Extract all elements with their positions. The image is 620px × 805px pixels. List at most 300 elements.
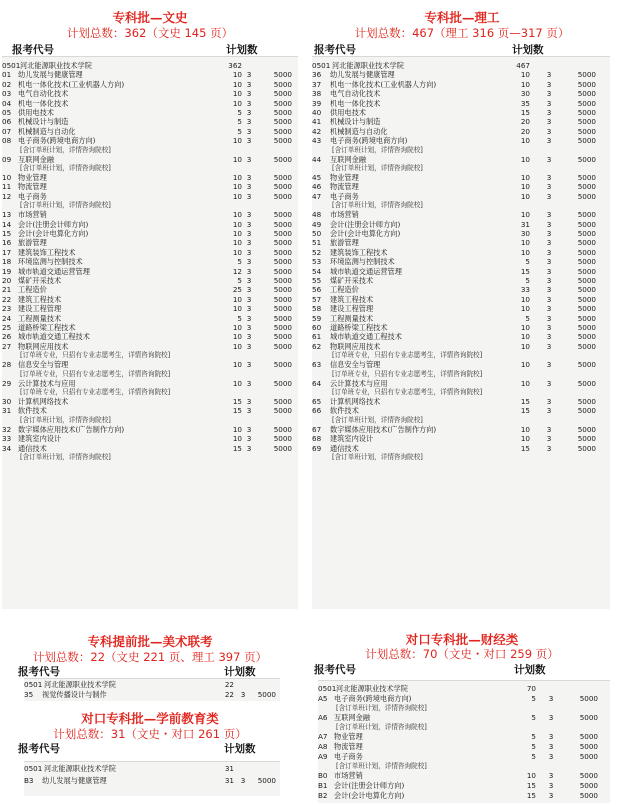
row-plan: 10 bbox=[520, 304, 530, 314]
row-code: 55 bbox=[312, 276, 322, 285]
row-code: 0501 bbox=[312, 61, 331, 70]
section-ligong bbox=[310, 0, 614, 612]
row-years: 3 bbox=[246, 443, 252, 453]
row-fee: 5000 bbox=[273, 332, 292, 342]
row-code: 40 bbox=[312, 108, 322, 117]
section-subtitle: 计划总数：467（理工 316 页—317 页） bbox=[354, 26, 570, 40]
row-name: 电子商务 bbox=[334, 752, 363, 761]
row-plan: 10 bbox=[520, 154, 530, 164]
row-code: 59 bbox=[312, 313, 322, 323]
row-plan: 10 bbox=[232, 173, 242, 182]
row-fee: 5000 bbox=[577, 266, 596, 276]
row-name: 电气自动化技术 bbox=[18, 89, 69, 99]
row-plan: 10 bbox=[232, 424, 242, 434]
row-code: B1 bbox=[318, 781, 328, 790]
row-name: 会计(注册会计师方向) bbox=[18, 219, 89, 229]
row-code: 25 bbox=[2, 323, 12, 332]
row-fee: 5000 bbox=[577, 434, 596, 444]
row-plan: 35 bbox=[520, 98, 530, 108]
row-name: 建筑装饰工程技术 bbox=[18, 247, 76, 257]
row-fee: 5000 bbox=[577, 229, 596, 238]
row-plan: 10 bbox=[520, 136, 530, 146]
row-fee: 5000 bbox=[577, 154, 596, 164]
row-fee: 5000 bbox=[577, 191, 596, 201]
row-fee: 5000 bbox=[579, 771, 598, 780]
row-code: 46 bbox=[312, 182, 322, 192]
row-years: 3 bbox=[546, 229, 552, 238]
row-plan: 10 bbox=[520, 341, 530, 351]
row-name: 电子商务(跨境电商方向) bbox=[18, 136, 96, 146]
row-plan: 5 bbox=[531, 732, 536, 741]
row-years: 3 bbox=[548, 771, 554, 780]
row-code: B2 bbox=[318, 791, 328, 800]
row-note: [订单班专业，只招有专业志愿考生，详情咨询院校] bbox=[20, 388, 171, 396]
row-code: 36 bbox=[312, 70, 322, 80]
row-plan: 10 bbox=[232, 238, 242, 248]
row-plan: 10 bbox=[232, 191, 242, 201]
row-plan: 5 bbox=[531, 694, 536, 703]
row-fee: 5000 bbox=[273, 276, 292, 285]
row-fee: 5000 bbox=[273, 285, 292, 295]
row-name: 物业管理 bbox=[18, 173, 47, 182]
row-years: 3 bbox=[246, 136, 252, 146]
row-years: 3 bbox=[546, 126, 552, 136]
row-fee: 5000 bbox=[577, 210, 596, 220]
row-code: 10 bbox=[2, 173, 12, 182]
row-code: A5 bbox=[318, 694, 328, 703]
row-years: 3 bbox=[246, 257, 252, 267]
row-years: 3 bbox=[548, 694, 554, 703]
row-code: 66 bbox=[312, 406, 322, 416]
row-note: [含订单班计划，详情咨询院校] bbox=[336, 762, 427, 770]
row-name: 通信技术 bbox=[18, 443, 47, 453]
row-name: 电气自动化技术 bbox=[330, 89, 381, 99]
row-name: 互联网金融 bbox=[330, 154, 366, 164]
row-years: 3 bbox=[546, 191, 552, 201]
row-years: 3 bbox=[246, 117, 252, 127]
row-name: 河北能源职业技术学院 bbox=[332, 61, 404, 70]
row-plan: 5 bbox=[531, 713, 536, 722]
row-fee: 5000 bbox=[579, 742, 598, 751]
row-fee: 5000 bbox=[273, 238, 292, 248]
row-name: 物联网应用技术 bbox=[330, 341, 381, 351]
table-body bbox=[2, 56, 298, 609]
row-name: 建筑装饰工程技术 bbox=[330, 247, 388, 257]
row-code: 24 bbox=[2, 313, 12, 323]
row-years: 3 bbox=[246, 126, 252, 136]
row-years: 3 bbox=[546, 173, 552, 182]
row-years: 3 bbox=[246, 332, 252, 342]
row-years: 3 bbox=[246, 70, 252, 80]
row-code: 02 bbox=[2, 79, 12, 89]
row-plan: 10 bbox=[232, 79, 242, 89]
row-fee: 5000 bbox=[273, 191, 292, 201]
row-code: 68 bbox=[312, 434, 322, 444]
row-years: 3 bbox=[246, 294, 252, 304]
row-plan: 10 bbox=[520, 238, 530, 248]
row-fee: 5000 bbox=[577, 136, 596, 146]
row-plan: 5 bbox=[525, 257, 530, 267]
row-years: 3 bbox=[246, 424, 252, 434]
row-plan: 10 bbox=[232, 98, 242, 108]
row-plan: 10 bbox=[520, 79, 530, 89]
row-years: 3 bbox=[246, 182, 252, 192]
row-years: 3 bbox=[546, 332, 552, 342]
row-fee: 5000 bbox=[273, 126, 292, 136]
row-plan: 31 bbox=[224, 764, 234, 773]
row-name: 工程造价 bbox=[330, 285, 359, 295]
row-fee: 5000 bbox=[273, 424, 292, 434]
row-years: 3 bbox=[246, 341, 252, 351]
row-fee: 5000 bbox=[577, 79, 596, 89]
row-code: 20 bbox=[2, 276, 12, 285]
row-fee: 5000 bbox=[273, 117, 292, 127]
row-code: 48 bbox=[312, 210, 322, 220]
row-fee: 5000 bbox=[577, 332, 596, 342]
row-code: A9 bbox=[318, 752, 328, 761]
row-code: 37 bbox=[312, 79, 322, 89]
row-fee: 5000 bbox=[577, 89, 596, 99]
row-years: 3 bbox=[546, 70, 552, 80]
row-name: 信息安全与管理 bbox=[330, 360, 381, 370]
row-note: [含订单班计划，详情咨询院校] bbox=[332, 453, 423, 461]
row-plan: 15 bbox=[526, 791, 536, 800]
row-name: 机电一体化技术 bbox=[330, 98, 381, 108]
row-code: 14 bbox=[2, 219, 12, 229]
row-code: 64 bbox=[312, 378, 322, 388]
row-name: 物流管理 bbox=[18, 182, 47, 192]
table-body bbox=[24, 761, 280, 796]
row-fee: 5000 bbox=[577, 304, 596, 314]
row-code: 43 bbox=[312, 136, 322, 146]
row-code: 29 bbox=[2, 378, 12, 388]
row-years: 3 bbox=[546, 136, 552, 146]
header-code: 报考代号 bbox=[314, 44, 356, 56]
row-name: 工程测量技术 bbox=[330, 313, 374, 323]
row-plan: 10 bbox=[520, 247, 530, 257]
row-name: 机电一体化技术(工业机器人方向) bbox=[330, 79, 437, 89]
row-name: 会计(会计电算化方向) bbox=[330, 229, 401, 238]
row-plan: 10 bbox=[232, 332, 242, 342]
row-fee: 5000 bbox=[273, 304, 292, 314]
row-fee: 5000 bbox=[273, 98, 292, 108]
row-name: 幼儿发展与健康管理 bbox=[18, 70, 83, 80]
row-plan: 10 bbox=[520, 323, 530, 332]
section-title: 专科提前批—美术联考 bbox=[87, 634, 213, 649]
row-fee: 5000 bbox=[577, 443, 596, 453]
row-years: 3 bbox=[246, 219, 252, 229]
row-name: 建筑工程技术 bbox=[330, 294, 374, 304]
row-name: 幼儿发展与健康管理 bbox=[42, 776, 107, 785]
table-body bbox=[24, 678, 280, 701]
row-years: 3 bbox=[546, 210, 552, 220]
row-name: 软件技术 bbox=[330, 406, 359, 416]
section-title: 对口专科批—学前教育类 bbox=[81, 711, 219, 726]
row-code: 32 bbox=[2, 424, 12, 434]
row-years: 3 bbox=[246, 434, 252, 444]
row-plan: 10 bbox=[232, 304, 242, 314]
row-fee: 5000 bbox=[577, 294, 596, 304]
row-plan: 10 bbox=[526, 771, 536, 780]
row-code: 57 bbox=[312, 294, 322, 304]
section-subtitle: 计划总数：22（文史 221 页、理工 397 页） bbox=[32, 650, 268, 664]
row-code: 47 bbox=[312, 191, 322, 201]
row-code: 0501 bbox=[2, 61, 21, 70]
row-code: 44 bbox=[312, 154, 322, 164]
row-name: 河北能源职业技术学院 bbox=[44, 680, 116, 689]
row-fee: 5000 bbox=[273, 313, 292, 323]
row-years: 3 bbox=[246, 108, 252, 117]
row-code: 45 bbox=[312, 173, 322, 182]
header-code: 报考代号 bbox=[314, 664, 356, 676]
row-code: 11 bbox=[2, 182, 12, 192]
row-plan: 10 bbox=[520, 434, 530, 444]
row-fee: 5000 bbox=[579, 732, 598, 741]
header-plan: 计划数 bbox=[226, 44, 258, 56]
row-plan: 15 bbox=[526, 781, 536, 790]
header-plan: 计划数 bbox=[514, 664, 546, 676]
row-code: 51 bbox=[312, 238, 322, 248]
row-code: 58 bbox=[312, 304, 322, 314]
row-fee: 5000 bbox=[273, 79, 292, 89]
row-code: 22 bbox=[2, 294, 12, 304]
row-code: 61 bbox=[312, 332, 322, 342]
row-fee: 5000 bbox=[273, 434, 292, 444]
row-fee: 5000 bbox=[577, 341, 596, 351]
row-plan: 15 bbox=[232, 397, 242, 406]
row-code: 13 bbox=[2, 210, 12, 220]
row-fee: 5000 bbox=[273, 360, 292, 370]
row-note: [含订单班计划，详情咨询院校] bbox=[20, 415, 111, 424]
row-plan: 5 bbox=[237, 126, 242, 136]
row-plan: 10 bbox=[520, 360, 530, 370]
row-plan: 20 bbox=[520, 126, 530, 136]
row-name: 会计(注册会计师方向) bbox=[334, 781, 405, 790]
row-fee: 5000 bbox=[273, 210, 292, 220]
row-fee: 5000 bbox=[577, 247, 596, 257]
row-years: 3 bbox=[246, 285, 252, 295]
row-code: 06 bbox=[2, 117, 12, 127]
row-years: 3 bbox=[546, 313, 552, 323]
row-plan: 70 bbox=[526, 684, 536, 693]
row-fee: 5000 bbox=[577, 108, 596, 117]
row-plan: 5 bbox=[531, 742, 536, 751]
row-code: 63 bbox=[312, 360, 322, 370]
row-years: 3 bbox=[546, 154, 552, 164]
row-plan: 10 bbox=[232, 434, 242, 444]
row-name: 物联网应用技术 bbox=[18, 341, 69, 351]
row-name: 通信技术 bbox=[330, 443, 359, 453]
row-plan: 15 bbox=[520, 108, 530, 117]
row-code: 23 bbox=[2, 304, 12, 314]
row-fee: 5000 bbox=[577, 219, 596, 229]
row-fee: 5000 bbox=[273, 443, 292, 453]
header-code: 报考代号 bbox=[18, 743, 60, 755]
row-code: 50 bbox=[312, 229, 322, 238]
row-plan: 10 bbox=[232, 70, 242, 80]
row-name: 幼儿发展与健康管理 bbox=[330, 70, 395, 80]
row-name: 云计算技术与应用 bbox=[330, 378, 388, 388]
row-plan: 10 bbox=[520, 378, 530, 388]
row-code: A7 bbox=[318, 732, 328, 741]
row-name: 计算机网络技术 bbox=[330, 397, 381, 406]
row-years: 3 bbox=[246, 360, 252, 370]
row-fee: 5000 bbox=[273, 229, 292, 238]
row-years: 3 bbox=[246, 276, 252, 285]
section-title: 对口专科批—财经类 bbox=[405, 632, 519, 647]
row-fee: 5000 bbox=[577, 117, 596, 127]
row-plan: 10 bbox=[232, 182, 242, 192]
row-plan: 15 bbox=[520, 397, 530, 406]
row-code: 69 bbox=[312, 443, 322, 453]
row-years: 3 bbox=[546, 397, 552, 406]
row-fee: 5000 bbox=[577, 98, 596, 108]
row-fee: 5000 bbox=[577, 257, 596, 267]
row-years: 3 bbox=[246, 397, 252, 406]
section-subtitle: 计划总数：31（文史・对口 261 页） bbox=[53, 727, 247, 741]
row-fee: 5000 bbox=[273, 266, 292, 276]
row-plan: 25 bbox=[232, 285, 242, 295]
row-plan: 5 bbox=[525, 313, 530, 323]
row-name: 电子商务 bbox=[330, 191, 359, 201]
row-name: 机电一体化技术 bbox=[18, 98, 69, 108]
row-code: 62 bbox=[312, 341, 322, 351]
row-name: 物业管理 bbox=[334, 732, 363, 741]
row-note: [含订单班计划，详情咨询院校] bbox=[20, 145, 111, 154]
row-name: 建设工程管理 bbox=[18, 304, 62, 314]
row-years: 3 bbox=[546, 406, 552, 416]
row-years: 3 bbox=[246, 191, 252, 201]
section-caijing bbox=[310, 626, 614, 804]
row-code: 42 bbox=[312, 126, 322, 136]
row-plan: 30 bbox=[520, 229, 530, 238]
row-fee: 5000 bbox=[579, 791, 598, 800]
row-name: 道路桥梁工程技术 bbox=[18, 323, 76, 332]
row-plan: 15 bbox=[520, 266, 530, 276]
row-plan: 362 bbox=[228, 61, 242, 70]
row-plan: 10 bbox=[232, 154, 242, 164]
row-fee: 5000 bbox=[273, 70, 292, 80]
row-plan: 15 bbox=[232, 443, 242, 453]
row-years: 3 bbox=[548, 713, 554, 722]
row-years: 3 bbox=[546, 285, 552, 295]
row-code: 65 bbox=[312, 397, 322, 406]
row-years: 3 bbox=[246, 238, 252, 248]
section-wenshi bbox=[0, 0, 300, 612]
section-title: 专科批—文史 bbox=[112, 10, 188, 25]
row-note: [订单班专业，只招有专业志愿考生，详情咨询院校] bbox=[20, 369, 171, 378]
row-plan: 10 bbox=[232, 360, 242, 370]
header-plan: 计划数 bbox=[224, 743, 256, 755]
row-years: 3 bbox=[546, 79, 552, 89]
row-code: A8 bbox=[318, 742, 328, 751]
row-years: 3 bbox=[546, 219, 552, 229]
row-fee: 5000 bbox=[273, 182, 292, 192]
row-years: 3 bbox=[546, 434, 552, 444]
row-code: 18 bbox=[2, 257, 12, 267]
row-name: 建设工程管理 bbox=[330, 304, 374, 314]
row-code: 21 bbox=[2, 285, 12, 295]
row-plan: 5 bbox=[237, 257, 242, 267]
row-plan: 467 bbox=[516, 61, 530, 70]
row-name: 旅游管理 bbox=[330, 238, 359, 248]
row-code: 49 bbox=[312, 219, 322, 229]
row-years: 3 bbox=[546, 341, 552, 351]
row-years: 3 bbox=[548, 742, 554, 751]
row-fee: 5000 bbox=[257, 690, 276, 699]
row-name: 旅游管理 bbox=[18, 238, 47, 248]
row-years: 3 bbox=[546, 257, 552, 267]
row-plan: 31 bbox=[520, 219, 530, 229]
row-note: [含订单班计划，详情咨询院校] bbox=[332, 145, 423, 154]
row-code: 56 bbox=[312, 285, 322, 295]
row-plan: 10 bbox=[232, 219, 242, 229]
row-name: 机械设计与制造 bbox=[330, 117, 381, 127]
row-name: 互联网金融 bbox=[334, 713, 370, 722]
row-name: 河北能源职业技术学院 bbox=[20, 61, 92, 70]
row-name: 机械设计与制造 bbox=[18, 117, 69, 127]
row-note: [含订单班计划，详情咨询院校] bbox=[20, 453, 111, 461]
row-fee: 5000 bbox=[577, 173, 596, 182]
row-plan: 5 bbox=[525, 276, 530, 285]
row-years: 3 bbox=[546, 247, 552, 257]
row-note: [含订单班计划，详情咨询院校] bbox=[332, 164, 423, 172]
row-code: 41 bbox=[312, 117, 322, 127]
row-fee: 5000 bbox=[273, 257, 292, 267]
row-name: 数字媒体应用技术(广告制作方向) bbox=[18, 424, 125, 434]
row-plan: 10 bbox=[232, 294, 242, 304]
row-fee: 5000 bbox=[579, 752, 598, 761]
row-name: 会计(注册会计师方向) bbox=[330, 219, 401, 229]
row-years: 3 bbox=[246, 173, 252, 182]
row-plan: 33 bbox=[520, 285, 530, 295]
row-code: 03 bbox=[2, 89, 12, 99]
row-years: 3 bbox=[546, 424, 552, 434]
row-code: 38 bbox=[312, 89, 322, 99]
row-name: 工程造价 bbox=[18, 285, 47, 295]
row-name: 城市轨道交通工程技术 bbox=[330, 332, 402, 342]
row-years: 3 bbox=[548, 781, 554, 790]
row-fee: 5000 bbox=[273, 406, 292, 416]
row-plan: 20 bbox=[520, 117, 530, 127]
row-plan: 10 bbox=[232, 210, 242, 220]
row-years: 3 bbox=[546, 443, 552, 453]
row-name: 视觉传播设计与制作 bbox=[42, 690, 107, 699]
row-years: 3 bbox=[546, 98, 552, 108]
row-name: 电子商务 bbox=[18, 191, 47, 201]
row-code: A6 bbox=[318, 713, 328, 722]
section-subtitle: 计划总数：70（文史・对口 259 页） bbox=[365, 647, 559, 661]
row-name: 信息安全与管理 bbox=[18, 360, 69, 370]
row-years: 3 bbox=[546, 304, 552, 314]
header-plan: 计划数 bbox=[224, 666, 256, 678]
row-fee: 5000 bbox=[577, 360, 596, 370]
row-name: 城市轨道交通运营管理 bbox=[330, 266, 402, 276]
row-fee: 5000 bbox=[577, 182, 596, 192]
row-years: 3 bbox=[546, 117, 552, 127]
row-fee: 5000 bbox=[273, 108, 292, 117]
row-code: 12 bbox=[2, 191, 12, 201]
row-plan: 12 bbox=[232, 266, 242, 276]
row-code: 17 bbox=[2, 247, 12, 257]
row-years: 3 bbox=[546, 89, 552, 99]
row-name: 数字媒体应用技术(广告制作方向) bbox=[330, 424, 437, 434]
row-note: [含订单班计划，详情咨询院校] bbox=[332, 415, 423, 424]
row-name: 电子商务(跨境电商方向) bbox=[330, 136, 408, 146]
row-years: 3 bbox=[246, 154, 252, 164]
row-name: 电子商务(跨境电商方向) bbox=[334, 694, 412, 703]
row-note: [含订单班计划，详情咨询院校] bbox=[20, 164, 111, 172]
